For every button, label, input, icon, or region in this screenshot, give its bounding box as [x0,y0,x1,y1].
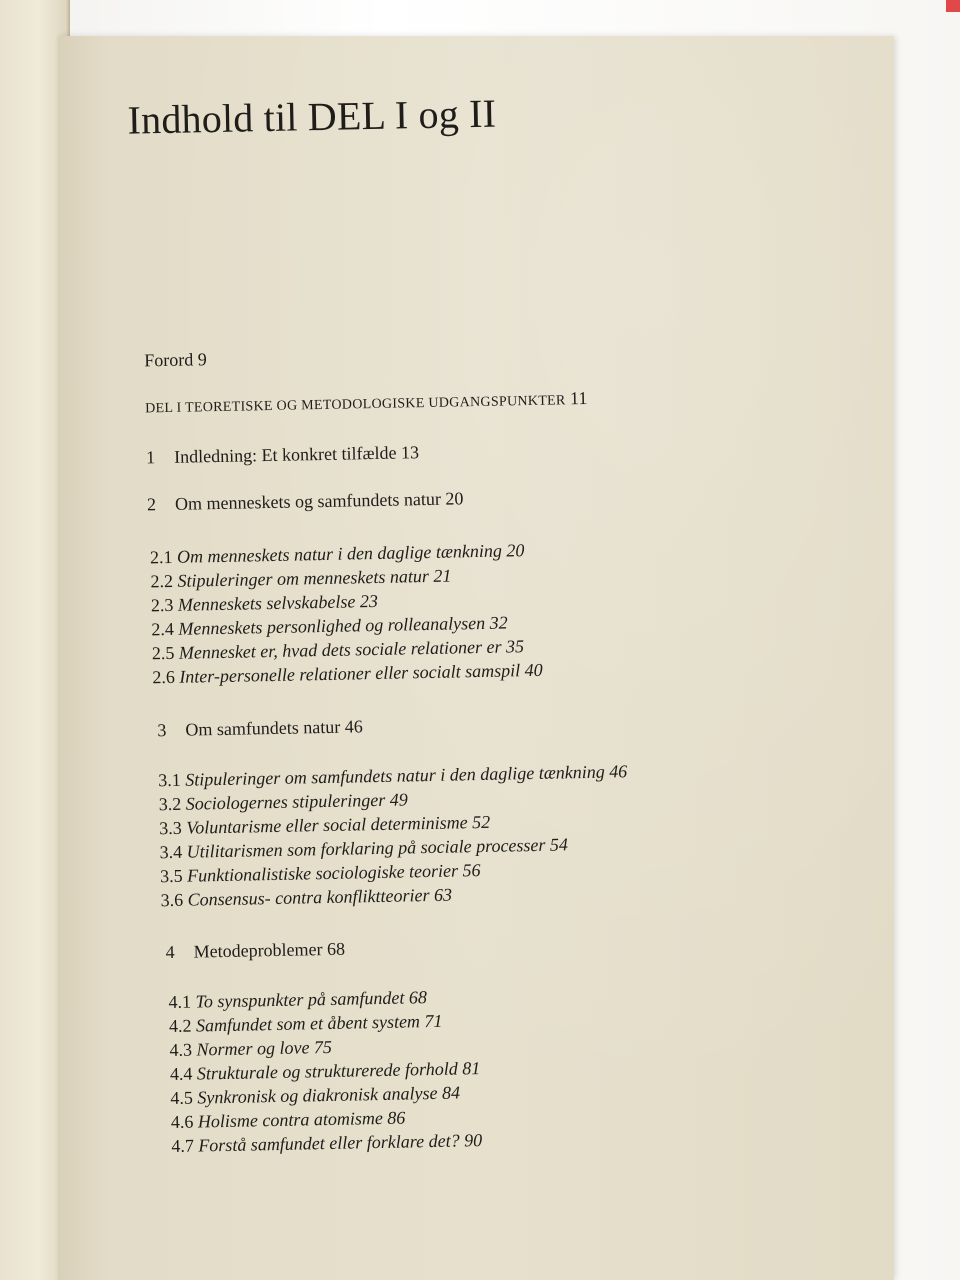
toc-section-2-3 [151,591,378,616]
section-title: Inter-personelle relationer eller socialt samspil 40 [179,659,543,687]
section-title: Mennesket er, hvad dets sociale relationer er 35 [178,636,525,663]
toc-section-2-6 [152,660,543,688]
section-number: 2.1 [149,546,173,568]
section-number: 3.3 [159,817,182,839]
part-label: DEL I TEORETISKE OG METODOLOGISKE UDGANGSPUNKTER [145,393,566,417]
toc-chapter-2 [147,488,464,515]
chapter-title: Indledning: Et konkret tilfælde 13 [173,442,420,467]
section-number: 4.2 [168,1015,192,1037]
toc-section-3-6 [160,885,452,912]
section-title: Synkronisk og diakronisk analyse 84 [197,1082,461,1108]
toc-section-4-2 [169,1011,443,1037]
section-title: To synspunkter på samfundet 68 [195,987,428,1012]
toc-chapter-4 [165,939,345,963]
section-title: Sociologernes stipuleringer 49 [185,789,408,814]
toc-section-2-4 [151,612,508,640]
section-title: Voluntarisme eller social determinisme 52 [186,811,491,838]
section-number: 4.5 [170,1087,194,1109]
toc-section-4-4 [170,1058,481,1085]
section-title: Stipuleringer om samfundets natur i den daglige tænkning 46 [185,761,628,790]
chapter-title: Om samfundets natur 46 [185,716,363,740]
section-number: 2.5 [151,642,175,664]
section-number: 3.6 [160,889,184,911]
toc-section-4-7 [171,1130,482,1157]
toc-chapter-3 [157,716,363,741]
section-number: 3.5 [159,865,183,887]
toc-section-3-5 [160,860,481,887]
toc-part-heading [145,388,588,417]
chapter-title: Metodeproblemer 68 [193,938,346,962]
part-page-number: 11 [569,387,588,409]
section-title: Funktionalistiske sociologiske teorier 56 [186,860,481,886]
chapter-title: Om menneskets og samfundets natur 20 [174,488,464,514]
section-title: Menneskets personlighed og rolleanalysen 32 [178,612,508,639]
section-number: 3.1 [158,769,181,791]
book-page [58,36,894,1280]
page-content [58,20,918,1280]
section-number: 3.2 [158,793,182,815]
toc-section-4-5 [170,1082,460,1109]
chapter-number: 1 [145,447,156,468]
section-title: Utilitarismen som forklaring på sociale processer 54 [186,834,569,862]
toc-section-3-1 [158,761,627,791]
section-number: 4.4 [169,1063,193,1085]
toc-section-4-3 [169,1037,332,1061]
section-title: Consensus- contra konfliktteorier 63 [187,884,453,910]
toc-section-3-3 [159,812,490,839]
section-number: 3.4 [159,841,183,863]
toc-chapter-1 [146,442,419,468]
section-title: Holisme contra atomisme 86 [197,1107,406,1132]
section-title: Forstå samfundet eller forklare det? 90 [198,1130,483,1156]
section-number: 4.3 [169,1039,193,1061]
section-number: 2.2 [150,570,174,592]
section-number: 2.3 [150,594,174,616]
chapter-number: 4 [165,941,175,963]
section-number: 4.6 [170,1111,194,1133]
section-number: 4.1 [168,991,192,1013]
toc-section-4-6 [171,1108,406,1133]
toc-section-2-5 [152,636,525,664]
toc-section-4-1 [168,987,427,1013]
section-number: 2.4 [151,618,175,640]
section-title: Normer og love 75 [196,1036,333,1060]
toc-section-2-2 [150,566,451,593]
toc-section-3-2 [159,789,408,815]
section-number: 4.7 [171,1135,195,1157]
section-number: 2.6 [152,666,176,688]
section-title: Om menneskets natur i den daglige tænkning 20 [176,540,525,567]
toc-section-2-1 [150,540,525,568]
toc-entry-forord: Forord 9 [144,349,207,371]
section-title: Samfundet som et åbent system 71 [195,1010,443,1036]
chapter-number: 2 [146,494,157,515]
section-title: Stipuleringer om menneskets natur 21 [177,565,452,591]
page-title: Indhold til DEL I og II [127,90,497,143]
corner-mark [946,0,960,12]
chapter-number: 3 [157,720,167,741]
toc-section-3-4 [159,834,568,863]
section-title: Strukturale og strukturerede forhold 81 [196,1058,481,1084]
section-title: Menneskets selvskabelse 23 [177,590,379,615]
